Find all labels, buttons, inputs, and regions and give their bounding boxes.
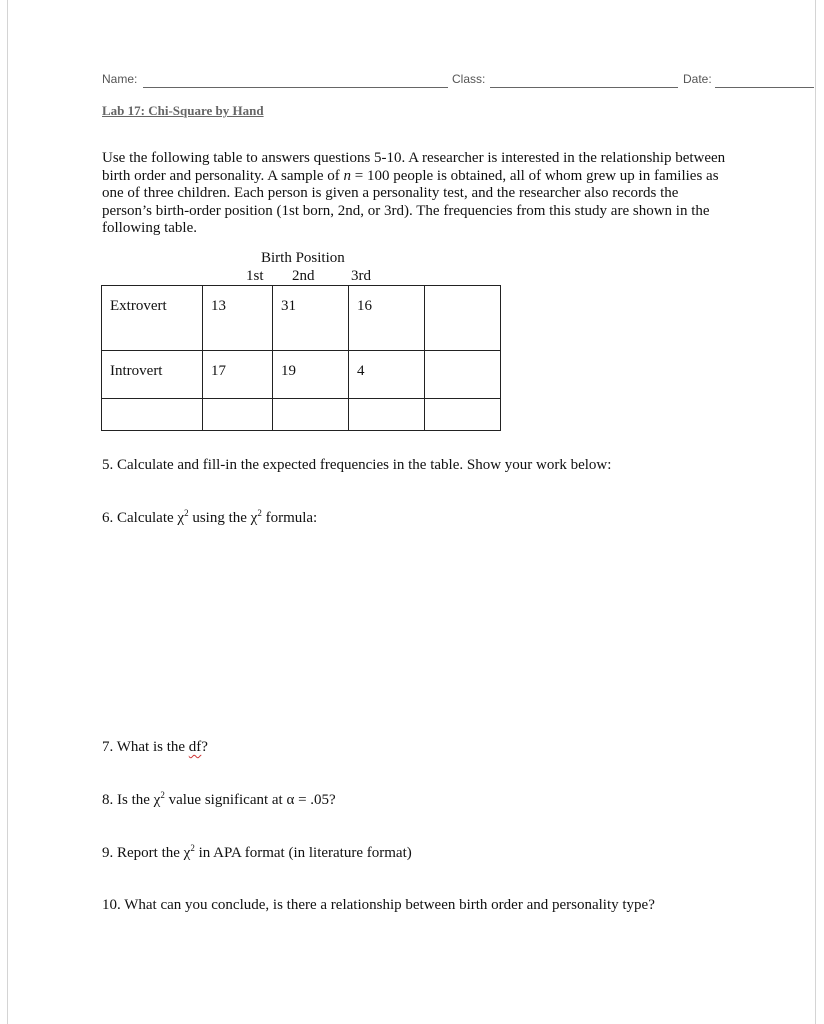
question-5: 5. Calculate and fill-in the expected frequencies in the table. Show your work below:	[102, 457, 612, 473]
class-label: Class:	[452, 72, 486, 86]
table-cell-empty[interactable]	[425, 351, 501, 399]
n-symbol: n	[343, 167, 351, 184]
table-cell: 16	[349, 286, 425, 351]
table-cell-empty[interactable]	[425, 399, 501, 431]
row-label: Introvert	[102, 351, 203, 399]
question-9: 9. Report the $\chi^2$ in APA format (in literature format)	[102, 843, 412, 861]
date-field[interactable]	[715, 87, 814, 88]
worksheet-header	[0, 72, 824, 92]
table-cell: 31	[273, 286, 349, 351]
column-header: 2nd	[292, 268, 315, 284]
df-term: df	[188, 739, 202, 755]
table-row	[102, 351, 501, 399]
table-cell: 4	[349, 351, 425, 399]
table-cell-empty[interactable]	[349, 399, 425, 431]
question-6: 6. Calculate $\chi^2$ using the $\chi^2$ formula:	[102, 508, 318, 526]
class-field[interactable]	[490, 87, 678, 88]
date-label: Date:	[683, 72, 712, 86]
table-row	[102, 286, 501, 351]
table-row	[102, 399, 501, 431]
column-header: 3rd	[351, 268, 371, 284]
name-field[interactable]	[143, 87, 448, 88]
table-group-heading: Birth Position	[261, 250, 345, 266]
table-cell: 13	[203, 286, 273, 351]
table-cell-empty[interactable]	[273, 399, 349, 431]
table-cell: 17	[203, 351, 273, 399]
name-label: Name:	[102, 72, 138, 86]
frequency-table	[101, 285, 501, 431]
table-cell: 19	[273, 351, 349, 399]
question-7: 7. What is the df?	[102, 739, 208, 755]
table-cell-empty[interactable]	[425, 286, 501, 351]
table-cell-empty[interactable]	[102, 399, 203, 431]
page-edge-left	[7, 0, 8, 1024]
lab-title: Lab 17: Chi-Square by Hand	[102, 103, 264, 118]
table-cell-empty[interactable]	[203, 399, 273, 431]
page-edge-right	[815, 0, 816, 1024]
row-label: Extrovert	[102, 286, 203, 351]
question-10: 10. What can you conclude, is there a relationship between birth order and personality type?	[102, 897, 655, 913]
column-header: 1st	[246, 268, 264, 284]
intro-paragraph: Use the following table to answers questions 5-10. A researcher is interested in the relationship between birth order and personality. A sample of n = 100 people is obtained, all of whom grew up in families as one of three children. Each person is given a personality test, and the researcher also records the person’s birth-order position (1st born, 2nd, or 3rd). The frequencies from this study are shown in the following table.	[102, 150, 726, 236]
question-8: 8. Is the $\chi^2$ value significant at α = .05?	[102, 790, 336, 808]
